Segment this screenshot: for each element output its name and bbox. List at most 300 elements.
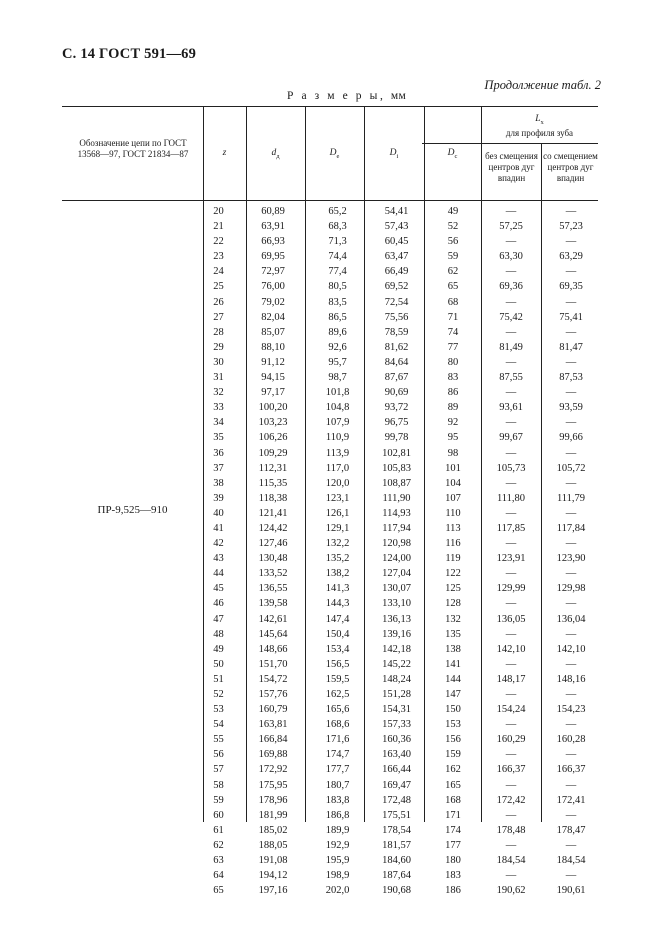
- lx-subscript: x: [540, 118, 544, 126]
- cell-de: 147,4: [325, 613, 350, 625]
- lx-subheader-rule: [422, 143, 598, 144]
- cell-di: 133,10: [382, 598, 411, 610]
- cell-di: 127,04: [382, 568, 411, 580]
- cell-lx-without-shift: —: [505, 689, 517, 700]
- cell-z: 45: [213, 583, 224, 595]
- cell-dc: 56: [447, 236, 459, 248]
- cell-dc: 144: [445, 673, 461, 685]
- cell-di: 139,16: [382, 628, 411, 640]
- cell-d: 112,31: [258, 462, 288, 474]
- cell-lx-without-shift: —: [505, 598, 517, 610]
- cell-lx-with-shift: —: [565, 870, 577, 882]
- cell-di: 169,47: [382, 779, 411, 791]
- cell-de: 153,4: [325, 643, 350, 655]
- cell-z: 48: [213, 628, 224, 640]
- table-row: [203, 613, 598, 628]
- cell-z: 40: [213, 507, 224, 519]
- table-row: [203, 265, 598, 280]
- cell-de: 120,0: [325, 477, 350, 489]
- cell-z: 56: [213, 749, 224, 761]
- cell-de: 71,3: [328, 236, 347, 248]
- cell-lx-with-shift: 136,04: [556, 613, 586, 625]
- cell-lx-without-shift: 105,73: [496, 462, 526, 474]
- cell-lx-with-shift: —: [565, 447, 577, 459]
- cell-di: 124,00: [382, 553, 411, 565]
- cell-d: 160,79: [258, 704, 288, 716]
- z-symbol: z: [222, 148, 227, 158]
- table-row: [203, 220, 598, 235]
- cell-di: 163,40: [382, 749, 411, 761]
- cell-d: 76,00: [261, 281, 285, 293]
- cell-lx-with-shift: 93,59: [559, 402, 583, 414]
- cell-d: 91,12: [261, 356, 285, 368]
- cell-lx-with-shift: —: [565, 477, 577, 489]
- table-row: [203, 507, 598, 522]
- cell-d: 63,91: [261, 221, 285, 233]
- cell-di: 136,13: [382, 613, 411, 625]
- cell-d: 191,08: [258, 855, 288, 867]
- table-row: [203, 869, 598, 884]
- cell-lx-without-shift: 93,61: [499, 402, 523, 414]
- cell-lx-without-shift: —: [505, 568, 517, 580]
- cell-lx-without-shift: —: [505, 296, 517, 308]
- cell-lx-with-shift: 75,41: [559, 311, 583, 323]
- table-row: [203, 779, 598, 794]
- d-symbol: d: [271, 148, 277, 158]
- cell-de: 168,6: [325, 719, 350, 731]
- cell-d: 109,29: [258, 447, 288, 459]
- cell-de: 144,3: [325, 598, 350, 610]
- cell-dc: 168: [445, 794, 461, 806]
- cell-z: 57: [213, 764, 224, 776]
- cell-lx-with-shift: —: [565, 749, 577, 761]
- table-row: [203, 205, 598, 220]
- cell-dc: 138: [445, 643, 461, 655]
- cell-di: 102,81: [382, 447, 411, 459]
- cell-z: 30: [213, 356, 224, 368]
- cell-d: 133,52: [258, 568, 288, 580]
- cell-lx-without-shift: 111,80: [496, 492, 526, 504]
- cell-lx-without-shift: 117,85: [496, 522, 526, 534]
- cell-di: 120,98: [382, 538, 411, 550]
- cell-lx-without-shift: —: [505, 387, 517, 399]
- without-shift-header: без смещения центров дуг впадин: [485, 151, 538, 183]
- table-row: [203, 567, 598, 582]
- dimensions-table: [62, 106, 598, 897]
- cell-di: 69,52: [384, 281, 409, 293]
- cell-lx-with-shift: —: [565, 206, 577, 217]
- cell-d: 139,58: [258, 598, 288, 610]
- cell-lx-without-shift: —: [505, 749, 517, 761]
- cell-dc: 80: [447, 356, 459, 368]
- cell-de: 110,9: [325, 432, 350, 444]
- table-row: [203, 250, 598, 265]
- table-row: [203, 401, 598, 416]
- cell-lx-with-shift: 178,47: [556, 824, 586, 836]
- table-body: [203, 205, 598, 899]
- cell-lx-with-shift: —: [565, 387, 577, 399]
- cell-d: 163,81: [258, 719, 288, 731]
- cell-d: 188,05: [258, 839, 288, 851]
- lx-symbol: L: [535, 114, 541, 124]
- cell-di: 111,90: [382, 492, 411, 504]
- cell-lx-with-shift: 172,41: [556, 794, 586, 806]
- cell-dc: 74: [447, 326, 459, 338]
- cell-di: 84,64: [384, 356, 409, 368]
- cell-de: 171,6: [325, 734, 350, 746]
- cell-di: 54,41: [384, 206, 409, 217]
- cell-lx-with-shift: —: [565, 658, 577, 670]
- cell-lx-with-shift: 81,47: [559, 341, 583, 353]
- de-subscript: e: [336, 152, 340, 160]
- cell-lx-with-shift: —: [565, 779, 577, 791]
- cell-de: 156,5: [325, 658, 350, 670]
- table-row: [203, 628, 598, 643]
- cell-d: 115,35: [258, 477, 288, 489]
- cell-z: 28: [213, 326, 224, 338]
- cell-lx-without-shift: 123,91: [496, 553, 526, 565]
- cell-dc: 68: [447, 296, 459, 308]
- cell-di: 154,31: [382, 704, 411, 716]
- cell-lx-with-shift: —: [565, 507, 577, 519]
- cell-lx-without-shift: 184,54: [496, 855, 526, 867]
- cell-di: 72,54: [384, 296, 409, 308]
- cell-dc: 177: [445, 839, 461, 851]
- dc-symbol: D: [447, 148, 455, 158]
- table-row: [203, 537, 598, 552]
- cell-dc: 147: [445, 689, 461, 700]
- cell-dc: 186: [445, 885, 461, 897]
- cell-dc: 98: [447, 447, 459, 459]
- cell-z: 53: [213, 704, 224, 716]
- table-row: [203, 462, 598, 477]
- cell-lx-without-shift: 166,37: [496, 764, 526, 776]
- sizes-unit: мм: [390, 90, 407, 102]
- table-row: [203, 492, 598, 507]
- cell-de: 192,9: [325, 839, 350, 851]
- cell-z: 31: [213, 372, 224, 384]
- cell-dc: 183: [445, 870, 461, 882]
- cell-dc: 71: [447, 311, 459, 323]
- cell-lx-without-shift: —: [505, 839, 517, 851]
- cell-d: 69,95: [261, 251, 285, 263]
- cell-lx-with-shift: —: [565, 236, 577, 248]
- cell-dc: 162: [445, 764, 461, 776]
- cell-lx-with-shift: 63,29: [559, 251, 583, 263]
- cell-z: 36: [213, 447, 224, 459]
- cell-lx-without-shift: —: [505, 326, 517, 338]
- cell-lx-with-shift: 117,84: [556, 522, 586, 534]
- cell-di: 178,54: [382, 824, 411, 836]
- cell-lx-with-shift: —: [565, 568, 577, 580]
- cell-d: 151,70: [258, 658, 288, 670]
- cell-de: 95,7: [328, 356, 347, 368]
- cell-di: 90,69: [384, 387, 409, 399]
- table-row: [203, 280, 598, 295]
- cell-d: 124,42: [258, 522, 288, 534]
- cell-di: 172,48: [382, 794, 411, 806]
- cell-d: 79,02: [261, 296, 285, 308]
- cell-lx-with-shift: 190,61: [556, 885, 586, 897]
- cell-di: 148,24: [382, 673, 411, 685]
- cell-lx-with-shift: 166,37: [556, 764, 586, 776]
- cell-d: 82,04: [261, 311, 285, 323]
- cell-z: 38: [213, 477, 224, 489]
- table-row: [203, 386, 598, 401]
- cell-de: 202,0: [325, 885, 350, 897]
- cell-z: 54: [213, 719, 224, 731]
- cell-lx-without-shift: 178,48: [496, 824, 526, 836]
- cell-di: 108,87: [382, 477, 411, 489]
- table-row: [203, 311, 598, 326]
- d-header: [246, 148, 305, 162]
- designation-header: Обозначение цепи по ГОСТ 13568—97, ГОСТ 21834—87: [77, 138, 189, 159]
- cell-d: 185,02: [258, 824, 288, 836]
- cell-de: 135,2: [325, 553, 350, 565]
- cell-di: 130,07: [382, 583, 411, 595]
- cell-dc: 49: [447, 206, 459, 217]
- cell-de: 141,3: [325, 583, 350, 595]
- cell-d: 97,17: [261, 387, 285, 399]
- cell-d: 130,48: [258, 553, 288, 565]
- cell-di: 166,44: [382, 764, 411, 776]
- table-row: [203, 341, 598, 356]
- cell-lx-without-shift: —: [505, 779, 517, 791]
- cell-di: 181,57: [382, 839, 411, 851]
- cell-lx-without-shift: 154,24: [496, 704, 526, 716]
- cell-dc: 92: [447, 417, 459, 429]
- cell-dc: 65: [447, 281, 459, 293]
- cell-d: 166,84: [258, 734, 288, 746]
- cell-lx-with-shift: —: [565, 628, 577, 640]
- cell-de: 123,1: [325, 492, 350, 504]
- cell-dc: 83: [447, 372, 459, 384]
- table-row: [203, 718, 598, 733]
- table-row: [203, 839, 598, 854]
- table-row: [203, 809, 598, 824]
- cell-z: 23: [213, 251, 224, 263]
- cell-d: 121,41: [258, 507, 288, 519]
- cell-di: 184,60: [382, 855, 411, 867]
- table-row: [203, 371, 598, 386]
- cell-lx-without-shift: 136,05: [496, 613, 526, 625]
- cell-lx-with-shift: —: [565, 719, 577, 731]
- cell-d: 194,12: [258, 870, 288, 882]
- cell-dc: 180: [445, 855, 461, 867]
- cell-dc: 174: [445, 824, 461, 836]
- cell-di: 160,36: [382, 734, 411, 746]
- cell-d: 175,95: [258, 779, 288, 791]
- cell-di: 151,28: [382, 689, 411, 700]
- cell-dc: 135: [445, 628, 461, 640]
- table-row: [203, 643, 598, 658]
- cell-dc: 159: [445, 749, 461, 761]
- table-row: [203, 733, 598, 748]
- cell-dc: 132: [445, 613, 461, 625]
- cell-z: 49: [213, 643, 224, 655]
- cell-lx-with-shift: 129,98: [556, 583, 586, 595]
- cell-de: 117,0: [325, 462, 350, 474]
- cell-dc: 153: [445, 719, 461, 731]
- table-row: [203, 824, 598, 839]
- table-row: [203, 748, 598, 763]
- cell-z: 39: [213, 492, 224, 504]
- cell-dc: 86: [447, 387, 459, 399]
- cell-di: 60,45: [384, 236, 409, 248]
- cell-lx-without-shift: —: [505, 206, 517, 217]
- cell-dc: 122: [445, 568, 461, 580]
- table-row: [203, 597, 598, 612]
- cell-z: 63: [213, 855, 224, 867]
- cell-lx-with-shift: —: [565, 326, 577, 338]
- cell-z: 24: [213, 266, 224, 278]
- cell-lx-without-shift: 129,99: [496, 583, 526, 595]
- cell-z: 41: [213, 522, 224, 534]
- cell-lx-with-shift: 123,90: [556, 553, 586, 565]
- cell-z: 65: [213, 885, 224, 897]
- cell-z: 47: [213, 613, 224, 625]
- cell-di: 142,18: [382, 643, 411, 655]
- cell-lx-with-shift: —: [565, 689, 577, 700]
- cell-d: 100,20: [258, 402, 288, 414]
- cell-z: 42: [213, 538, 224, 550]
- cell-de: 74,4: [328, 251, 347, 263]
- cell-lx-with-shift: 99,66: [559, 432, 583, 444]
- table-continuation-label: Продолжение табл. 2: [484, 78, 601, 92]
- cell-de: 101,8: [325, 387, 350, 399]
- cell-d: 142,61: [258, 613, 288, 625]
- cell-d: 118,38: [258, 492, 288, 504]
- cell-de: 83,5: [328, 296, 347, 308]
- cell-dc: 141: [445, 658, 461, 670]
- table-top-rule: [62, 106, 598, 107]
- with-shift-header: со смещением центров дуг впадин: [543, 151, 598, 183]
- cell-di: 157,33: [382, 719, 411, 731]
- cell-di: 145,22: [382, 658, 411, 670]
- cell-d: 94,15: [261, 372, 285, 384]
- cell-lx-with-shift: 69,35: [559, 281, 583, 293]
- cell-di: 78,59: [384, 326, 409, 338]
- z-header: [203, 148, 246, 159]
- cell-z: 60: [213, 809, 224, 821]
- table-row: [203, 477, 598, 492]
- cell-z: 29: [213, 341, 224, 353]
- table-row: [203, 884, 598, 899]
- cell-di: 187,64: [382, 870, 411, 882]
- cell-de: 189,9: [325, 824, 350, 836]
- cell-d: 66,93: [261, 236, 285, 248]
- cell-lx-with-shift: —: [565, 809, 577, 821]
- cell-d: 154,72: [258, 673, 288, 685]
- table-row: [203, 582, 598, 597]
- cell-z: 26: [213, 296, 224, 308]
- chain-designation: ПР-9,525—910: [97, 504, 168, 516]
- cell-di: 117,94: [382, 522, 411, 534]
- cell-di: 175,51: [382, 809, 411, 821]
- cell-z: 20: [213, 206, 224, 217]
- cell-dc: 156: [445, 734, 461, 746]
- cell-z: 46: [213, 598, 224, 610]
- cell-dc: 104: [445, 477, 461, 489]
- table-row: [203, 416, 598, 431]
- cell-z: 62: [213, 839, 224, 851]
- cell-de: 174,7: [325, 749, 350, 761]
- table-row: [203, 854, 598, 869]
- cell-de: 132,2: [325, 538, 350, 550]
- cell-lx-with-shift: —: [565, 296, 577, 308]
- cell-z: 64: [213, 870, 224, 882]
- cell-z: 58: [213, 779, 224, 791]
- cell-z: 22: [213, 236, 224, 248]
- cell-di: 114,93: [382, 507, 411, 519]
- cell-lx-without-shift: 81,49: [499, 341, 523, 353]
- cell-de: 150,4: [325, 628, 350, 640]
- cell-lx-without-shift: 69,36: [499, 281, 523, 293]
- cell-de: 104,8: [325, 402, 350, 414]
- cell-z: 44: [213, 568, 224, 580]
- cell-dc: 116: [445, 538, 461, 550]
- cell-lx-with-shift: 160,28: [556, 734, 586, 746]
- cell-d: 127,46: [258, 538, 288, 550]
- cell-di: 99,78: [384, 432, 409, 444]
- cell-lx-without-shift: 57,25: [499, 221, 523, 233]
- cell-de: 138,2: [325, 568, 350, 580]
- cell-d: 148,66: [258, 643, 288, 655]
- lx-header: [481, 114, 598, 128]
- cell-de: 89,6: [328, 326, 347, 338]
- cell-de: 68,3: [328, 221, 347, 233]
- cell-di: 87,67: [384, 372, 409, 384]
- cell-lx-with-shift: 142,10: [556, 643, 586, 655]
- cell-de: 186,8: [325, 809, 350, 821]
- cell-lx-without-shift: —: [505, 356, 517, 368]
- cell-dc: 95: [447, 432, 459, 444]
- cell-d: 72,97: [261, 266, 285, 278]
- cell-de: 65,2: [328, 206, 347, 217]
- cell-lx-without-shift: —: [505, 628, 517, 640]
- cell-d: 103,23: [258, 417, 288, 429]
- cell-d: 181,99: [258, 809, 288, 821]
- cell-dc: 89: [447, 402, 459, 414]
- cell-lx-with-shift: 87,53: [559, 372, 583, 384]
- table-row: [203, 356, 598, 371]
- di-header: [364, 148, 424, 162]
- header-bottom-rule: [62, 200, 598, 201]
- cell-d: 88,10: [261, 341, 285, 353]
- cell-di: 105,83: [382, 462, 411, 474]
- cell-z: 27: [213, 311, 224, 323]
- table-row: [203, 431, 598, 446]
- cell-lx-with-shift: —: [565, 417, 577, 429]
- cell-lx-without-shift: —: [505, 538, 517, 550]
- cell-de: 162,5: [325, 689, 350, 700]
- cell-lx-with-shift: —: [565, 266, 577, 278]
- table-row: [203, 447, 598, 462]
- cell-de: 77,4: [328, 266, 347, 278]
- cell-z: 61: [213, 824, 224, 836]
- cell-z: 35: [213, 432, 224, 444]
- cell-lx-without-shift: 87,55: [499, 372, 523, 384]
- cell-d: 85,07: [261, 326, 285, 338]
- table-row: [203, 673, 598, 688]
- cell-d: 197,16: [258, 885, 288, 897]
- cell-d: 172,92: [258, 764, 288, 776]
- cell-d: 157,76: [258, 689, 288, 700]
- cell-z: 59: [213, 794, 224, 806]
- cell-lx-without-shift: —: [505, 719, 517, 731]
- table-row: [203, 763, 598, 778]
- cell-d: 145,64: [258, 628, 288, 640]
